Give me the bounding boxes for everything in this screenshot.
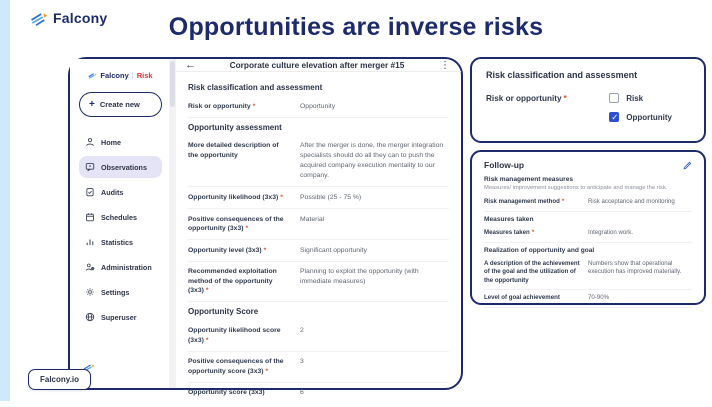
sidebar-logo-divider: | [131, 71, 134, 80]
sidebar-footer-logo [79, 358, 162, 380]
sidebar-item-home[interactable]: Home [79, 131, 162, 153]
form-row [188, 96, 449, 118]
field-label: Recommended exploitation method of the opportunity (3x3) * [188, 267, 290, 296]
gear-icon [85, 287, 95, 297]
sidebar-item-audits[interactable]: Audits [79, 181, 162, 203]
follow-up-row [484, 290, 692, 308]
field-label: Opportunity likelihood (3x3) * [188, 193, 290, 203]
field-value: Material [300, 215, 325, 223]
form-row [188, 209, 449, 240]
risk-option[interactable]: Risk [609, 93, 672, 103]
group-heading: Measures taken [484, 215, 534, 223]
follow-up-row [484, 256, 692, 291]
follow-up-row [484, 225, 692, 243]
sidebar-item-statistics[interactable]: Statistics [79, 231, 162, 253]
form-header [176, 59, 461, 72]
follow-up-row [484, 194, 692, 212]
form-row [188, 383, 449, 404]
left-accent-strip [0, 0, 10, 401]
sidebar-item-settings[interactable]: Settings [79, 281, 162, 303]
follow-up-card [470, 150, 706, 305]
field-value: Opportunity [300, 102, 336, 110]
form-row [188, 352, 449, 383]
follow-up-header [484, 160, 692, 170]
record-title: Corporate culture elevation after merger #15 [229, 60, 405, 70]
form-row [188, 320, 449, 351]
form-row [188, 262, 449, 303]
field-value: Possible (25 - 75 %) [300, 193, 362, 201]
form-row [188, 240, 449, 262]
card-title: Follow-up [484, 160, 525, 170]
sidebar-item-superuser[interactable]: Superuser [79, 306, 162, 328]
checkbox-unchecked-icon[interactable] [609, 93, 619, 103]
sidebar-logo [79, 71, 162, 80]
section-heading: Risk classification and assessment [188, 83, 323, 92]
risk-or-opportunity-field [486, 93, 690, 122]
form-row [188, 187, 449, 209]
create-new-label: Create new [99, 100, 140, 109]
field-label: Measures taken * [484, 229, 580, 238]
sidebar-item-observations[interactable]: Observations [79, 156, 162, 178]
field-value: 2 [300, 326, 304, 334]
falcony-io-badge: Falcony.io [28, 369, 91, 390]
field-value: Planning to exploit the opportunity (with immediate measures) [300, 268, 419, 286]
field-label: More detailed description of the opportunity [188, 142, 279, 159]
brand-name: Falcony [53, 10, 108, 26]
scrollbar-thumb[interactable] [170, 61, 175, 107]
field-label: Positive consequences of the opportunity score (3x3) * [188, 357, 290, 376]
card-title: Risk classification and assessment [486, 70, 638, 80]
group-heading: Realization of opportunity and goal [484, 246, 595, 254]
field-value: 6 [300, 389, 304, 397]
form-body [176, 72, 461, 407]
sidebar-item-administration[interactable]: Administration [79, 256, 162, 278]
pencil-icon[interactable] [683, 161, 692, 170]
field-label: Opportunity score (3x3) [188, 389, 265, 397]
field-label: Positive consequences of the opportunity (3x3) * [188, 215, 290, 234]
sidebar-logo-primary: Falcony [100, 71, 129, 80]
chat-alert-icon [85, 162, 95, 172]
kebab-menu-icon[interactable]: ⋮ [440, 59, 450, 71]
risk-classification-card [470, 57, 706, 143]
field-value: 70-90% [588, 294, 610, 302]
calendar-icon [85, 212, 95, 222]
checkbox-checked-icon[interactable] [609, 112, 619, 122]
sidebar-item-schedules[interactable]: Schedules [79, 206, 162, 228]
sidebar-logo-secondary: Risk [136, 71, 153, 80]
field-value: Integration work. [588, 228, 634, 236]
admin-icon [85, 262, 95, 272]
plus-icon: + [89, 99, 95, 110]
group-heading: Risk management measures [484, 176, 574, 183]
field-label: Opportunity likelihood score (3x3) * [188, 326, 290, 345]
field-label: Risk or opportunity * [486, 93, 567, 104]
sidebar [70, 59, 169, 388]
section-heading: Opportunity Score [188, 307, 259, 317]
create-new-button[interactable] [79, 92, 162, 117]
field-label: Risk or opportunity * [188, 102, 290, 112]
group-help-text: Measures/ improvement suggestions to anticipate and manage the risk. [484, 185, 668, 191]
page-title: Opportunities are inverse risks [168, 13, 544, 41]
field-label: A description of the achievement of the goal and the utilization of the opportunity [484, 259, 580, 284]
user-icon [85, 137, 95, 147]
field-label: Level of goal achievement [484, 294, 560, 302]
field-label: Risk management method * [484, 198, 580, 207]
back-arrow-icon[interactable]: ← [185, 59, 196, 71]
field-value: Numbers show that operational execution has improved materially. [588, 259, 682, 276]
field-value: After the merger is done, the merger integration specialists should do all they can to push the acquired company execution mentality to our company. [300, 142, 444, 179]
scrollbar[interactable] [169, 59, 176, 388]
globe-icon [85, 312, 95, 322]
field-value: Significant opportunity [300, 246, 367, 254]
form-row [188, 136, 449, 187]
field-value: 3 [300, 358, 304, 366]
checkbox-group [609, 93, 672, 122]
opportunity-option[interactable]: ✓ Opportunity [609, 112, 672, 122]
bar-chart-icon [85, 237, 95, 247]
sidebar-nav [79, 131, 162, 328]
falcony-swoosh-icon [88, 72, 97, 80]
field-label: Opportunity level (3x3) * [188, 246, 290, 256]
app-window [68, 57, 463, 397]
field-value: Risk acceptance and monitoring [588, 198, 675, 205]
clipboard-check-icon [85, 187, 95, 197]
record-form [176, 59, 461, 397]
section-heading: Opportunity assessment [188, 122, 282, 132]
